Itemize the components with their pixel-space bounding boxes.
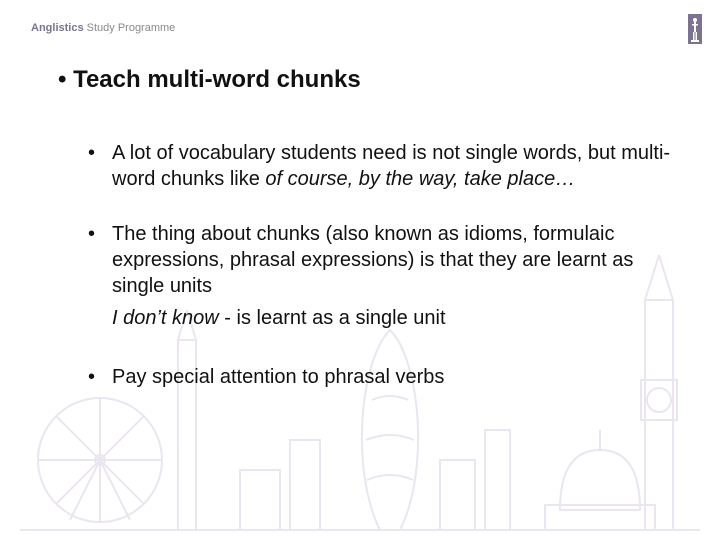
bullet-item — [88, 140, 678, 192]
bullet-item — [88, 221, 678, 331]
example-italic: I don’t know — [112, 307, 219, 329]
bullet-italic-examples: of course, by the way, take place… — [265, 168, 576, 190]
bullet-text: Pay special attention to phrasal verbs — [112, 366, 445, 388]
bullet-list — [88, 140, 678, 390]
programme-subtitle: Study Programme — [86, 22, 176, 34]
bullet-item — [88, 364, 678, 390]
slide-title: • Teach multi-word chunks — [58, 66, 361, 93]
statue-figure-icon — [688, 14, 702, 44]
bullet-text: A lot of vocabulary students need is not single words, but multi-word chunks like — [112, 142, 671, 190]
slide-title-text: Teach multi-word chunks — [73, 66, 361, 93]
bullet-text: The thing about chunks (also known as idioms, formulaic expressions, phrasal expressions) is that they are learnt as single units — [112, 223, 634, 297]
programme-header — [31, 22, 175, 34]
bullet-example-line — [112, 305, 678, 331]
brand-name: Anglistics — [31, 22, 84, 34]
example-rest: - is learnt as a single unit — [218, 307, 446, 329]
